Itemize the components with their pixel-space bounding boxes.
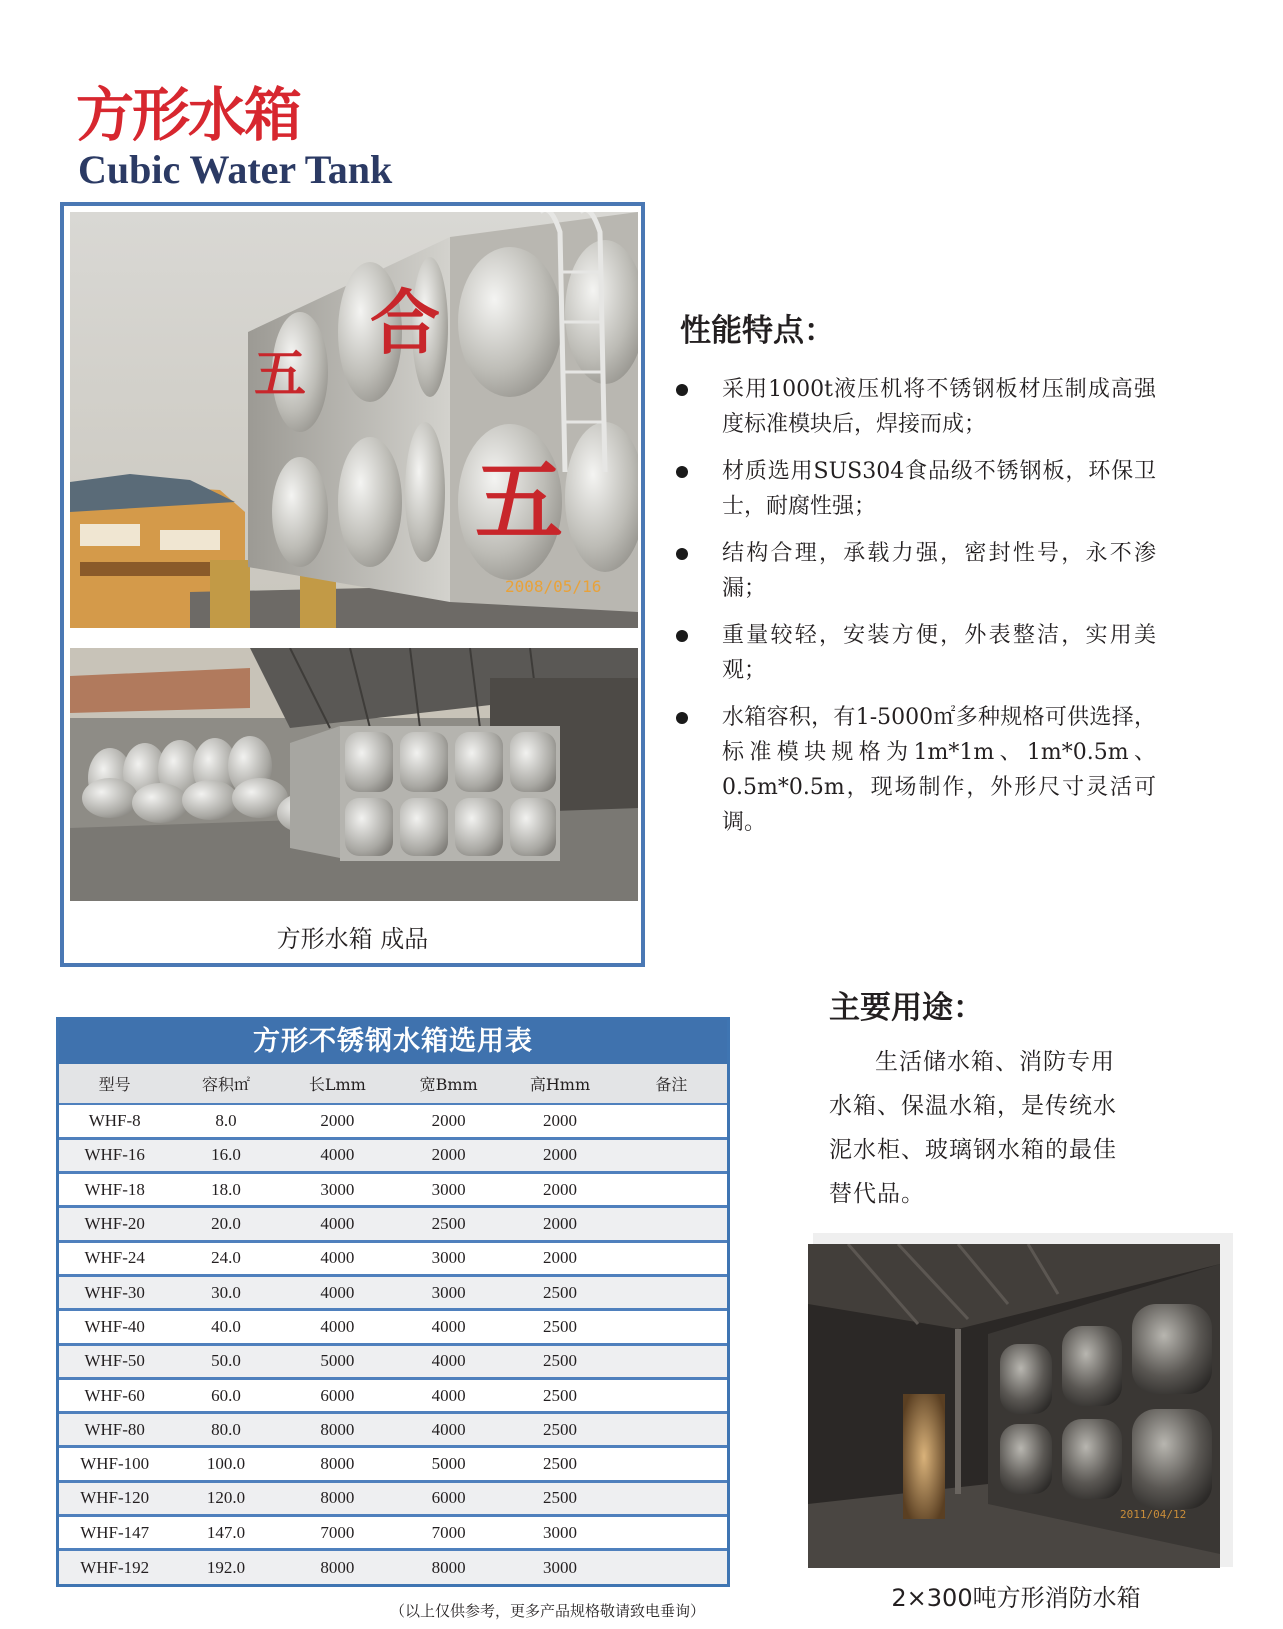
cell-model: WHF-60 [59, 1378, 170, 1412]
tank-painted-char-top: 合 [370, 282, 440, 364]
bullet-icon [676, 712, 688, 724]
cell-length: 7000 [282, 1516, 393, 1550]
cell-length: 5000 [282, 1344, 393, 1378]
cell-volume: 60.0 [170, 1378, 281, 1412]
product-photo-caption: 方形水箱 成品 [276, 925, 429, 953]
photo-date-stamp-1: 2008/05/16 [505, 577, 602, 596]
cell-volume: 20.0 [170, 1207, 281, 1241]
header-remarks: 备注 [616, 1064, 727, 1104]
tank-painted-char-left: 五 [254, 345, 307, 405]
feature-item: 采用1000t液压机将不锈钢板材压制成高强度标准模块后，焊接而成； [676, 372, 1156, 442]
cell-width: 4000 [393, 1378, 504, 1412]
table-header-row [59, 1064, 727, 1104]
cell-model: WHF-100 [59, 1447, 170, 1481]
uses-description: 生活储水箱、消防专用水箱、保温水箱，是传统水泥水柜、玻璃钢水箱的最佳替代品。 [829, 1049, 1117, 1207]
cell-volume: 40.0 [170, 1310, 281, 1344]
fire-tank-photo-caption: 2×300吨方形消防水箱 [891, 1584, 1141, 1612]
features-title: 性能特点： [680, 313, 835, 349]
cell-width: 2000 [393, 1104, 504, 1138]
cell-length: 8000 [282, 1550, 393, 1584]
cell-remarks [616, 1550, 727, 1584]
page-title-cn: 方形水箱 [76, 81, 301, 149]
cell-height: 2500 [504, 1310, 615, 1344]
cell-volume: 192.0 [170, 1550, 281, 1584]
page-title-en: Cubic Water Tank [78, 147, 393, 192]
cell-height: 2000 [504, 1104, 615, 1138]
cell-height: 2500 [504, 1344, 615, 1378]
cell-length: 8000 [282, 1413, 393, 1447]
table-footnote: （以上仅供参考，更多产品规格敬请致电垂询） [390, 1602, 706, 1620]
cell-remarks [616, 1516, 727, 1550]
cell-length: 6000 [282, 1378, 393, 1412]
tank-painted-char-bottom: 五 [475, 450, 564, 553]
cell-height: 2500 [504, 1447, 615, 1481]
cell-volume: 80.0 [170, 1413, 281, 1447]
cell-remarks [616, 1344, 727, 1378]
cell-model: WHF-192 [59, 1550, 170, 1584]
cell-remarks [616, 1207, 727, 1241]
cell-length: 4000 [282, 1275, 393, 1309]
bullet-icon [676, 384, 688, 396]
product-photo-frame [60, 202, 645, 967]
cell-model: WHF-80 [59, 1413, 170, 1447]
rooftop-tank-photo [70, 212, 638, 628]
spec-table-grid [59, 1064, 727, 1584]
spec-table-title: 方形不锈钢水箱选用表 [59, 1020, 727, 1064]
table-row [59, 1344, 727, 1378]
spec-table-body [59, 1104, 727, 1584]
cell-length: 4000 [282, 1138, 393, 1172]
cell-height: 2000 [504, 1173, 615, 1207]
cell-length: 3000 [282, 1173, 393, 1207]
cell-volume: 30.0 [170, 1275, 281, 1309]
cell-remarks [616, 1275, 727, 1309]
header-height: 高Hmm [504, 1064, 615, 1104]
features-list [676, 372, 1156, 852]
table-row [59, 1447, 727, 1481]
cell-remarks [616, 1447, 727, 1481]
cell-volume: 8.0 [170, 1104, 281, 1138]
cell-remarks [616, 1138, 727, 1172]
cell-width: 4000 [393, 1413, 504, 1447]
header-model: 型号 [59, 1064, 170, 1104]
table-row [59, 1104, 727, 1138]
cell-remarks [616, 1481, 727, 1515]
cell-remarks [616, 1378, 727, 1412]
cell-volume: 120.0 [170, 1481, 281, 1515]
feature-item: 结构合理，承载力强，密封性号，永不渗漏； [676, 536, 1156, 606]
cell-height: 3000 [504, 1516, 615, 1550]
cell-volume: 18.0 [170, 1173, 281, 1207]
feature-item: 材质选用SUS304食品级不锈钢板，环保卫士，耐腐性强； [676, 454, 1156, 524]
header-volume: 容积㎡ [170, 1064, 281, 1104]
cell-length: 8000 [282, 1481, 393, 1515]
cell-volume: 50.0 [170, 1344, 281, 1378]
cell-width: 4000 [393, 1310, 504, 1344]
table-row [59, 1413, 727, 1447]
cell-width: 3000 [393, 1275, 504, 1309]
table-row [59, 1275, 727, 1309]
cell-width: 5000 [393, 1447, 504, 1481]
cell-remarks [616, 1173, 727, 1207]
cell-width: 4000 [393, 1344, 504, 1378]
cell-width: 3000 [393, 1173, 504, 1207]
table-row [59, 1310, 727, 1344]
bullet-icon [676, 466, 688, 478]
table-row [59, 1138, 727, 1172]
cell-model: WHF-147 [59, 1516, 170, 1550]
table-row [59, 1173, 727, 1207]
cell-model: WHF-120 [59, 1481, 170, 1515]
cell-model: WHF-50 [59, 1344, 170, 1378]
cell-volume: 24.0 [170, 1241, 281, 1275]
cell-width: 3000 [393, 1241, 504, 1275]
bullet-icon [676, 630, 688, 642]
cell-length: 4000 [282, 1207, 393, 1241]
fire-tank-photo [808, 1244, 1220, 1568]
cell-model: WHF-16 [59, 1138, 170, 1172]
bullet-icon [676, 548, 688, 560]
cell-width: 6000 [393, 1481, 504, 1515]
cell-model: WHF-18 [59, 1173, 170, 1207]
cell-height: 2500 [504, 1481, 615, 1515]
cell-height: 2000 [504, 1241, 615, 1275]
cell-length: 4000 [282, 1241, 393, 1275]
cell-height: 2000 [504, 1138, 615, 1172]
table-row [59, 1516, 727, 1550]
cell-width: 2500 [393, 1207, 504, 1241]
cell-height: 2000 [504, 1207, 615, 1241]
table-row [59, 1378, 727, 1412]
cell-height: 2500 [504, 1413, 615, 1447]
cell-height: 2500 [504, 1378, 615, 1412]
cell-remarks [616, 1104, 727, 1138]
cell-model: WHF-30 [59, 1275, 170, 1309]
feature-item: 重量较轻，安装方便，外表整洁，实用美观； [676, 618, 1156, 688]
photo-date-stamp-3: 2011/04/12 [1120, 1508, 1187, 1521]
cell-model: WHF-20 [59, 1207, 170, 1241]
table-row [59, 1481, 727, 1515]
table-row [59, 1241, 727, 1275]
cell-volume: 100.0 [170, 1447, 281, 1481]
cell-model: WHF-24 [59, 1241, 170, 1275]
cell-width: 7000 [393, 1516, 504, 1550]
header-length: 长Lmm [282, 1064, 393, 1104]
table-row [59, 1550, 727, 1584]
cell-width: 8000 [393, 1550, 504, 1584]
table-row [59, 1207, 727, 1241]
cell-volume: 16.0 [170, 1138, 281, 1172]
cell-length: 8000 [282, 1447, 393, 1481]
cell-remarks [616, 1413, 727, 1447]
spec-table [56, 1017, 730, 1587]
header-width: 宽Bmm [393, 1064, 504, 1104]
cell-model: WHF-40 [59, 1310, 170, 1344]
cell-length: 2000 [282, 1104, 393, 1138]
cell-length: 4000 [282, 1310, 393, 1344]
cell-volume: 147.0 [170, 1516, 281, 1550]
cell-remarks [616, 1241, 727, 1275]
cell-width: 2000 [393, 1138, 504, 1172]
feature-item: 水箱容积，有1-5000㎡多种规格可供选择，标准模块规格为1m*1m、1m*0.5m、0.5m*0.5m，现场制作，外形尺寸灵活可调。 [676, 700, 1156, 840]
factory-tank-photo [70, 648, 638, 901]
cell-height: 2500 [504, 1275, 615, 1309]
uses-title: 主要用途： [829, 990, 984, 1026]
cell-remarks [616, 1310, 727, 1344]
cell-model: WHF-8 [59, 1104, 170, 1138]
cell-height: 3000 [504, 1550, 615, 1584]
